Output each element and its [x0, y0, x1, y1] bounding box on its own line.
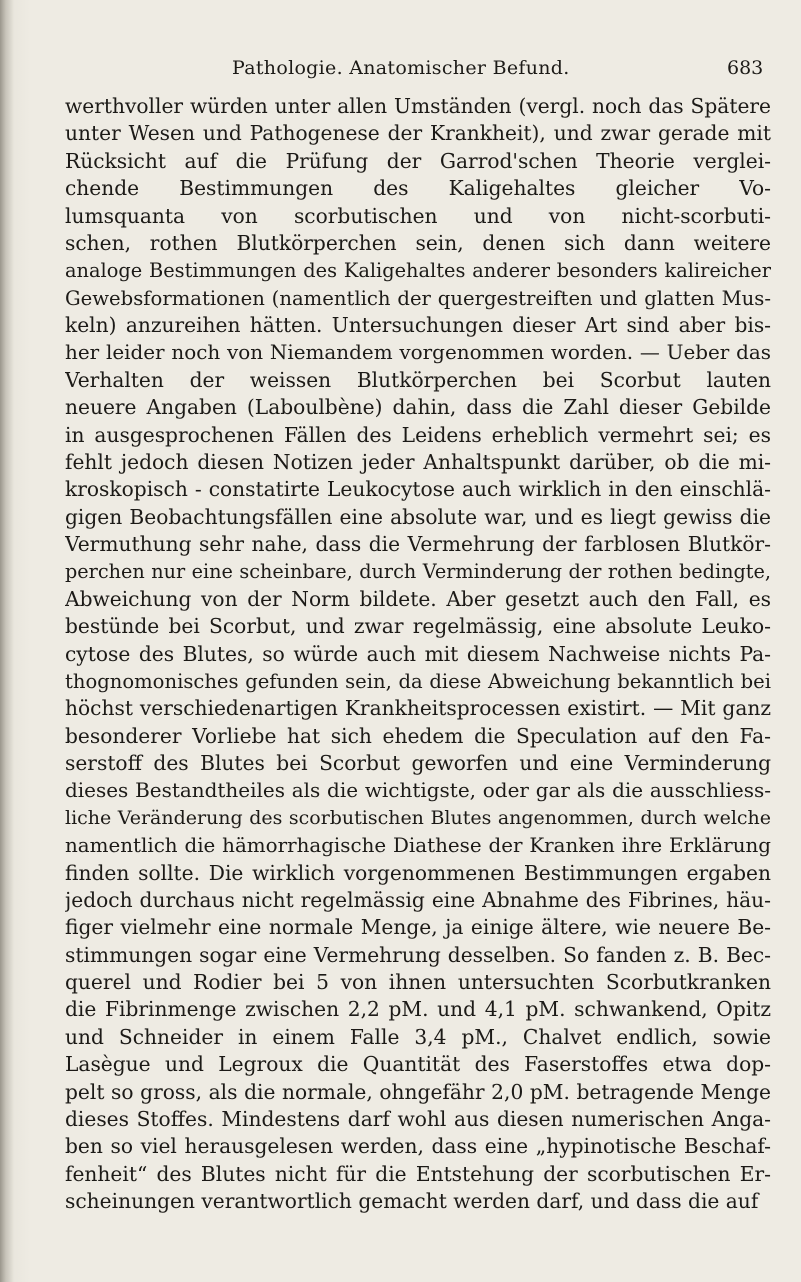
text-line: jedoch durchaus nicht regelmässig eine Abnahme des Fibrines, häu-	[65, 887, 771, 912]
text-line: analoge Bestimmungen des Kaligehaltes anderer besonders kalireicher	[65, 259, 771, 283]
text-line: unter Wesen und Pathogenese der Krankheit), und zwar gerade mit	[65, 121, 771, 146]
text-line: schen, rothen Blutkörperchen sein, denen sich dann weitere	[65, 230, 771, 255]
text-line: kroskopisch - constatirte Leukocytose auch wirklich in den einschlä-	[65, 477, 771, 502]
text-line: dieses Stoffes. Mindestens darf wohl aus diesen numerischen Anga-	[65, 1106, 771, 1131]
text-line: und Schneider in einem Falle 3,4 pM., Chalvet endlich, sowie	[65, 1024, 771, 1049]
text-line: Lasègue und Legroux die Quantität des Faserstoffes etwa dop-	[65, 1052, 771, 1077]
text-line: fenheit“ des Blutes nicht für die Entstehung der scorbutischen Er-	[65, 1161, 771, 1186]
running-header	[0, 57, 801, 85]
text-line: namentlich die hämorrhagische Diathese der Kranken ihre Erklärung	[65, 834, 771, 858]
text-line: keln) anzureihen hätten. Untersuchungen dieser Art sind aber bis-	[65, 313, 771, 337]
text-line: dieses Bestandtheiles als die wichtigste, oder gar als die ausschliess-	[65, 778, 771, 803]
text-line: ben so viel herausgelesen werden, dass eine „hypinotische Beschaf-	[65, 1134, 771, 1159]
text-line: fehlt jedoch diesen Notizen jeder Anhaltspunkt darüber, ob die mi-	[65, 449, 771, 474]
text-line: die Fibrinmenge zwischen 2,2 pM. und 4,1 pM. schwankend, Opitz	[65, 997, 771, 1022]
text-line: scheinungen verantwortlich gemacht werden darf, und dass die auf	[65, 1189, 759, 1213]
text-line: figer vielmehr eine normale Menge, ja einige ältere, wie neuere Be-	[65, 915, 771, 940]
text-line: Abweichung von der Norm bildete. Aber gesetzt auch den Fall, es	[65, 586, 771, 611]
text-line: thognomonisches gefunden sein, da diese Abweichung bekanntlich bei	[65, 669, 771, 693]
text-line: werthvoller würden unter allen Umständen (vergl. noch das Spätere	[65, 94, 771, 118]
text-line: her leider noch von Niemandem vorgenommen worden. — Ueber das	[65, 340, 771, 365]
text-line: Gewebsformationen (namentlich der quergestreiften und glatten Mus-	[65, 286, 771, 310]
text-line: serstoff des Blutes bei Scorbut geworfen und eine Verminderung	[65, 751, 771, 775]
text-line: finden sollte. Die wirklich vorgenommenen Bestimmungen ergaben	[65, 860, 771, 885]
text-line: perchen nur eine scheinbare, durch Verminderung der rothen bedingte,	[65, 560, 771, 584]
page-number: 683	[727, 57, 764, 79]
text-line: Vermuthung sehr nahe, dass die Vermehrung der farblosen Blutkör-	[65, 532, 771, 556]
text-line: cytose des Blutes, so würde auch mit diesem Nachweise nichts Pa-	[65, 641, 771, 666]
text-line: in ausgesprochenen Fällen des Leidens erheblich vermehrt sei; es	[65, 422, 771, 447]
text-line: lumsquanta von scorbutischen und von nicht-scorbuti-	[65, 203, 771, 228]
text-line: bestünde bei Scorbut, und zwar regelmässig, eine absolute Leuko-	[65, 614, 771, 639]
text-line: querel und Rodier bei 5 von ihnen untersuchten Scorbutkranken	[65, 970, 771, 994]
text-line: Rücksicht auf die Prüfung der Garrod'schen Theorie verglei-	[65, 148, 771, 173]
body-paragraph	[65, 93, 771, 1215]
text-line: höchst verschiedenartigen Krankheitsprocessen existirt. — Mit ganz	[65, 696, 771, 721]
text-line: stimmungen sogar eine Vermehrung desselben. So fanden z. B. Bec-	[65, 942, 771, 967]
text-line: gigen Beobachtungsfällen eine absolute war, und es liegt gewiss die	[65, 504, 771, 529]
running-title: Pathologie. Anatomischer Befund.	[232, 57, 570, 79]
text-line: chende Bestimmungen des Kaligehaltes gleicher Vo-	[65, 176, 771, 201]
binding-gutter	[0, 0, 14, 1282]
text-line: pelt so gross, als die normale, ohngefähr 2,0 pM. betragende Menge	[65, 1079, 771, 1104]
text-line: neuere Angaben (Laboulbène) dahin, dass die Zahl dieser Gebilde	[65, 395, 771, 420]
text-line: Verhalten der weissen Blutkörperchen bei Scorbut lauten	[65, 367, 771, 392]
text-line: besonderer Vorliebe hat sich ehedem die Speculation auf den Fa-	[65, 723, 771, 748]
text-line: liche Veränderung des scorbutischen Blutes angenommen, durch welche	[65, 806, 771, 829]
